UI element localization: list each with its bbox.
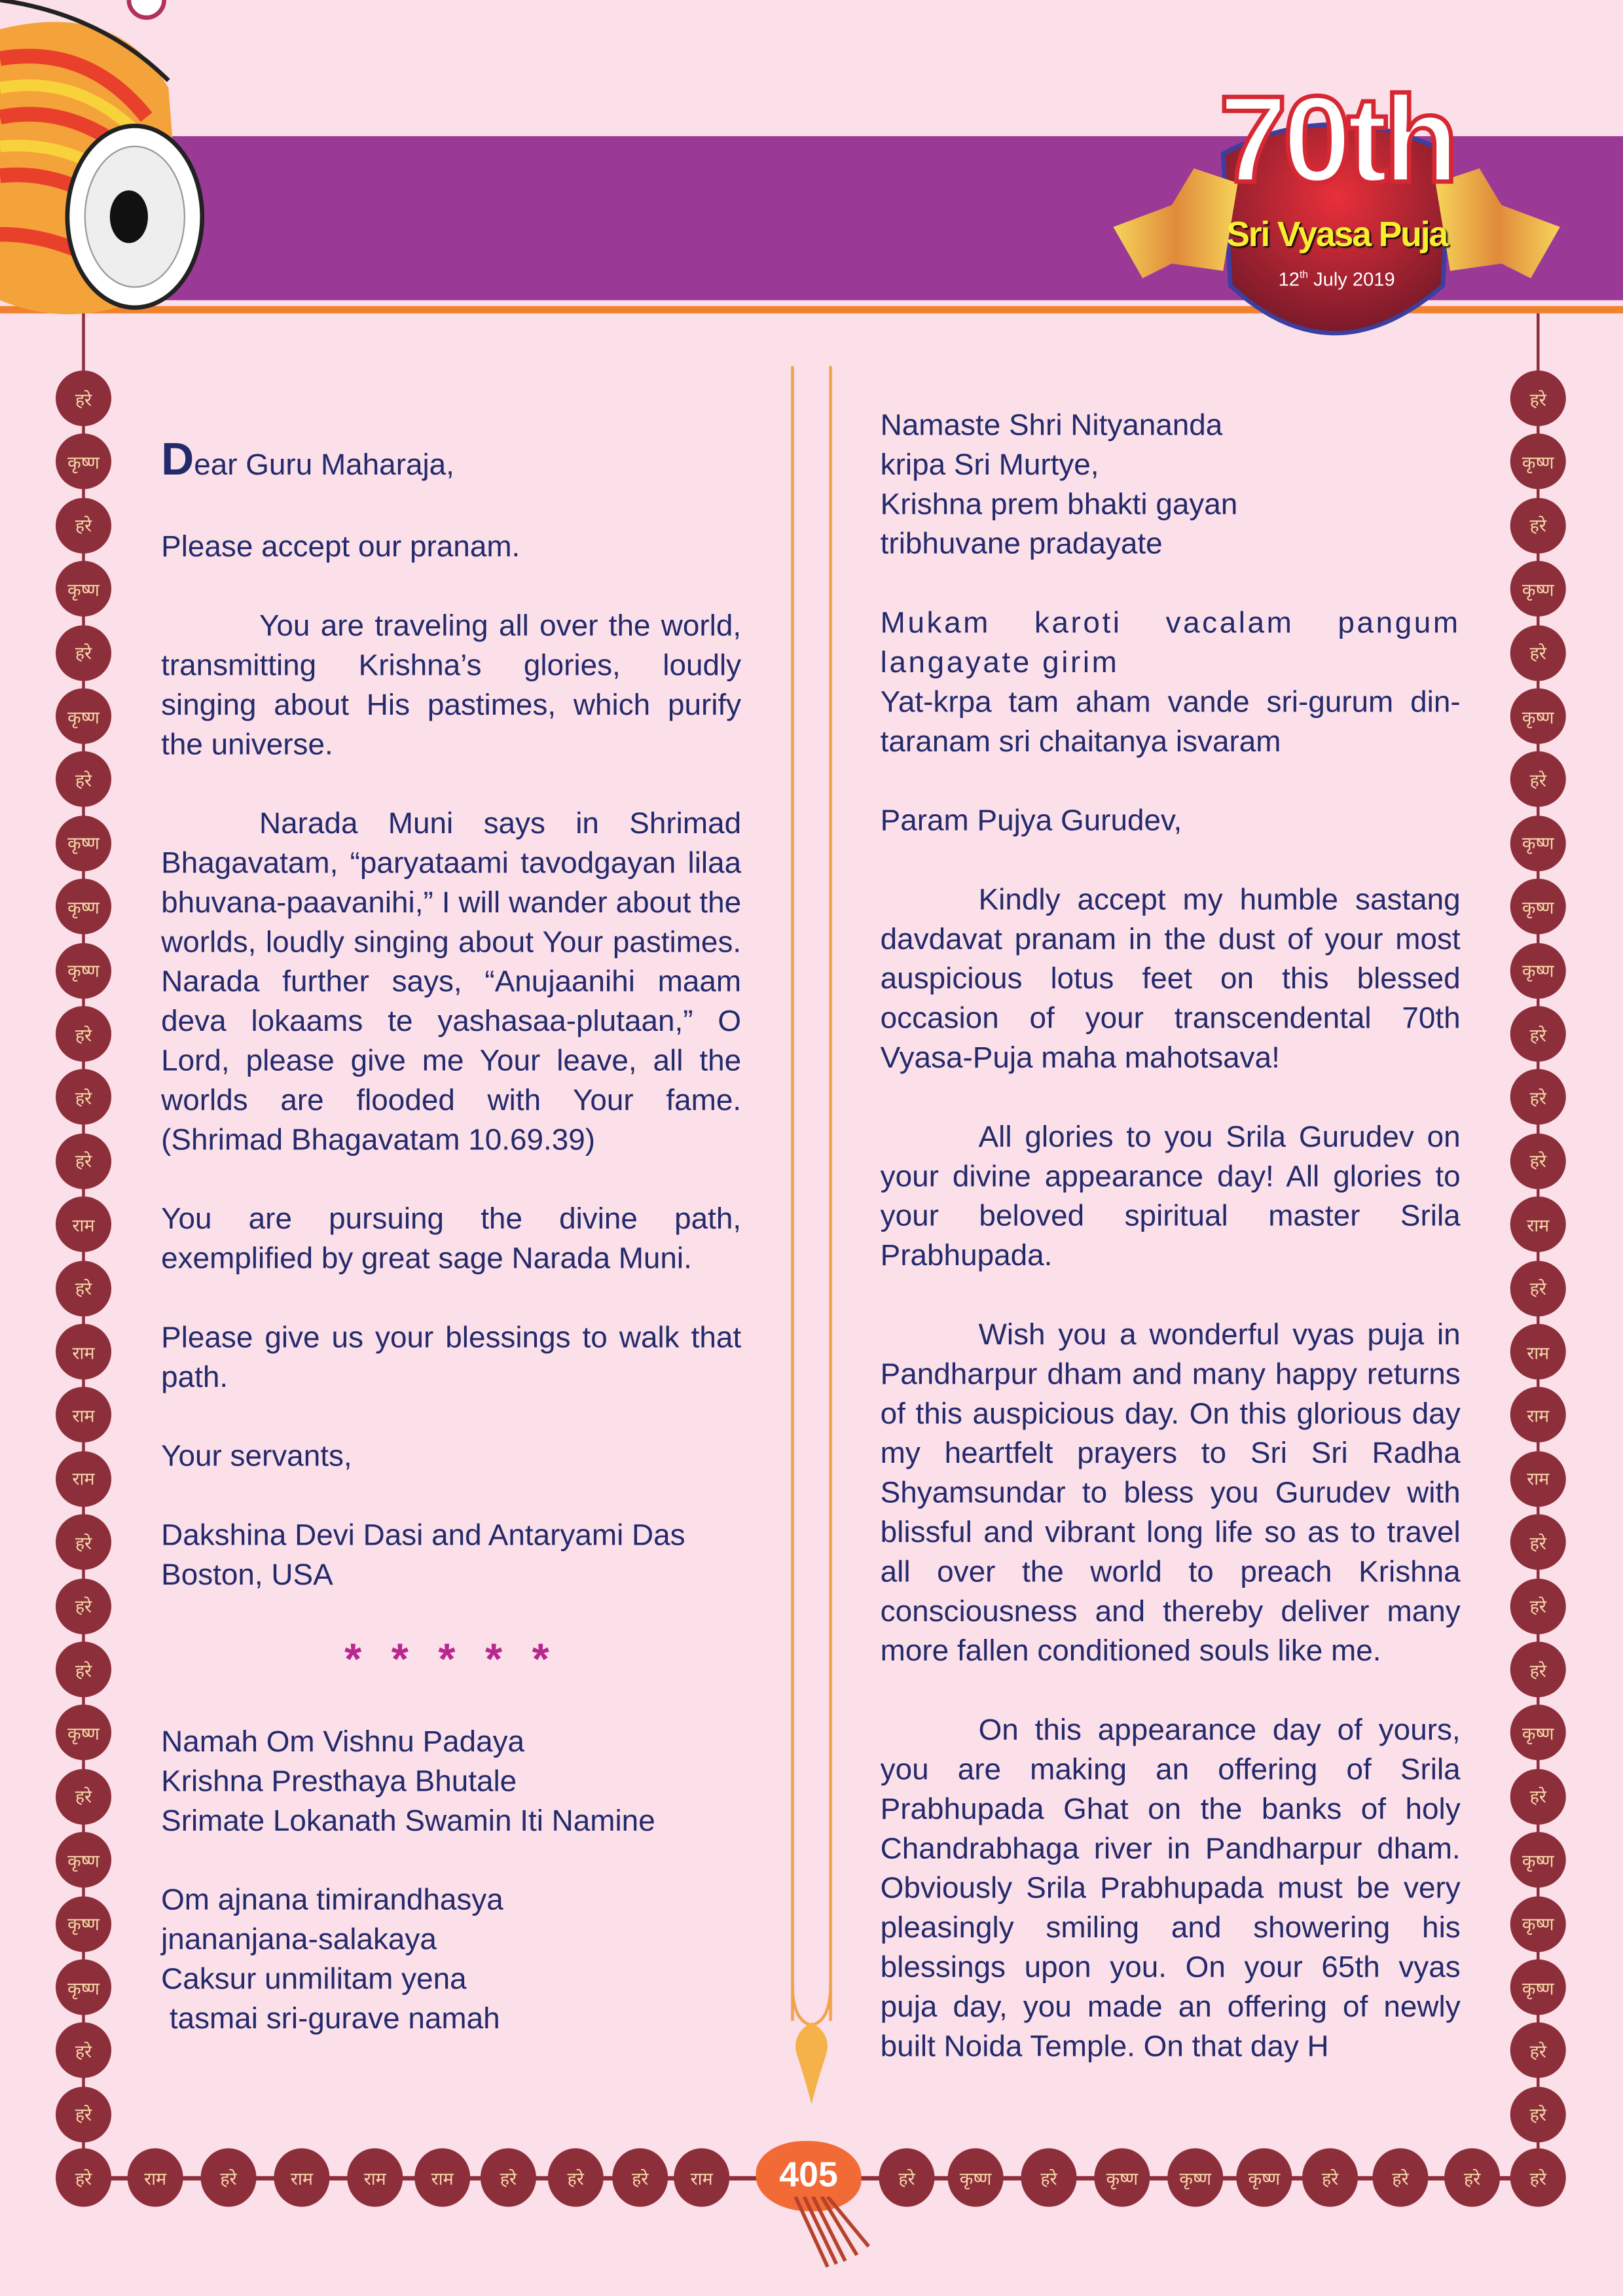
mantra-bead: कृष्ण bbox=[1510, 1960, 1566, 2015]
mantra-bead: कृष्ण bbox=[56, 689, 111, 744]
mantra-bead: हरे bbox=[56, 2148, 111, 2206]
verse-line: Krishna Presthaya Bhutale bbox=[161, 1765, 517, 1799]
mantra-bead: हरे bbox=[201, 2148, 257, 2206]
paragraph: Wish you a wonderful vyas puja in Pandharpur dham and many happy returns of this auspicious day. On this glorious day my heartfelt prayers to Sri Sri Radha Shyamsundar to bless you Gurudev with blissful and vibrant long life so as to travel all over the world to preach Krishna consciousness and thereby deliver many more fallen conditioned souls like me. bbox=[880, 1318, 1461, 1668]
mantra-bead: हरे bbox=[56, 1515, 111, 1570]
mantra-bead: हरे bbox=[612, 2148, 668, 2206]
tassel-icon bbox=[784, 2197, 886, 2270]
paragraph: Please accept our pranam. bbox=[161, 529, 520, 564]
mantra-bead: हरे bbox=[56, 1768, 111, 1824]
paragraph: You are traveling all over the world, transmitting Krishna’s glories, loudly singing about His pastimes, which purify the universe. bbox=[161, 609, 742, 762]
mridanga-drum-icon bbox=[0, 0, 234, 322]
mantra-bead: हरे bbox=[56, 1006, 111, 1062]
mantra-bead: हरे bbox=[56, 1260, 111, 1316]
mantra-bead: कृष्ण bbox=[56, 816, 111, 871]
mantra-bead: हरे bbox=[1510, 752, 1566, 808]
mantra-bead: हरे bbox=[1510, 1006, 1566, 1062]
verse bbox=[161, 1880, 741, 2039]
mantra-bead: हरे bbox=[1444, 2148, 1500, 2206]
badge-date bbox=[1113, 268, 1559, 290]
mantra-bead: कृष्ण bbox=[1510, 1896, 1566, 1952]
mantra-bead: हरे bbox=[1510, 1578, 1566, 1634]
mantra-bead: हरे bbox=[56, 752, 111, 808]
mantra-bead: राम bbox=[1510, 1388, 1566, 1443]
teardrop-ornament-icon bbox=[788, 1984, 835, 2109]
section-separator-stars: * * * * * bbox=[344, 1636, 558, 1685]
mantra-bead: कृष्ण bbox=[56, 1832, 111, 1888]
verse-line: Krishna prem bhakti gayan bbox=[880, 488, 1238, 522]
mantra-bead: कृष्ण bbox=[56, 942, 111, 998]
salutation: Param Pujya Gurudev, bbox=[880, 804, 1182, 838]
paragraph: All glories to you Srila Gurudev on your divine appearance day! All glories to your beloved spiritual master Srila Prabhupada. bbox=[880, 1120, 1461, 1273]
mantra-bead: कृष्ण bbox=[1510, 434, 1566, 490]
mantra-bead: हरे bbox=[56, 2023, 111, 2079]
verse-line: Caksur unmilitam yena bbox=[161, 1962, 467, 1996]
mantra-bead: हरे bbox=[879, 2148, 934, 2206]
mantra-bead: कृष्ण bbox=[56, 434, 111, 490]
page-number: 405 bbox=[756, 2141, 861, 2211]
mantra-bead: हरे bbox=[1510, 2148, 1566, 2206]
verse-line: tasmai sri-gurave namah bbox=[161, 2001, 500, 2036]
badge-date-suffix: th bbox=[1299, 270, 1309, 281]
mantra-bead: हरे bbox=[548, 2148, 604, 2206]
mantra-bead: हरे bbox=[56, 1578, 111, 1634]
mantra-bead: कृष्ण bbox=[56, 1705, 111, 1761]
paragraph: Kindly accept my humble sastang davdavat pranam in the dust of your most auspicious lotus feet on this blessed occasion of your transcendental 70th Vyasa-Puja maha mahotsava! bbox=[880, 883, 1461, 1075]
mantra-bead: हरे bbox=[1510, 1768, 1566, 1824]
mantra-bead: कृष्ण bbox=[56, 561, 111, 617]
mantra-bead: राम bbox=[128, 2148, 183, 2206]
paragraph: Narada Muni says in Shrimad Bhagavatam, “paryataami tavodgayan lilaa bhuvana-paavanihi,” I will wander about the worlds, loudly singing about Your pastimes. Narada further says, “Anujaanihi maam deva lokaams te yashasaa-plutaan,” O Lord, please give me Your leave, all the worlds are flooded with Your fame. (Shrimad Bhagavatam 10.69.39) bbox=[161, 806, 742, 1157]
mantra-bead: कृष्ण bbox=[948, 2148, 1004, 2206]
paragraph: Please give us your blessings to walk that path. bbox=[161, 1321, 742, 1395]
verse-line: Srimate Lokanath Swamin Iti Namine bbox=[161, 1804, 655, 1838]
mantra-bead: हरे bbox=[1510, 1515, 1566, 1570]
greeting-text: ear Guru Maharaja, bbox=[194, 448, 454, 482]
mantra-bead: राम bbox=[414, 2148, 470, 2206]
mantra-bead: हरे bbox=[1510, 2023, 1566, 2079]
mantra-bead: हरे bbox=[56, 624, 111, 680]
mantra-bead: कृष्ण bbox=[56, 1896, 111, 1952]
paragraph: Your servants, bbox=[161, 1439, 352, 1473]
badge-date-rest: July 2019 bbox=[1308, 268, 1395, 291]
mantra-bead: कृष्ण bbox=[1094, 2148, 1150, 2206]
mantra-bead: कृष्ण bbox=[1510, 942, 1566, 998]
mantra-bead: कृष्ण bbox=[56, 1960, 111, 2015]
mantra-bead: राम bbox=[56, 1196, 111, 1252]
badge-number: 70th bbox=[1218, 70, 1455, 208]
mantra-bead: कृष्ण bbox=[1510, 1705, 1566, 1761]
mantra-bead: हरे bbox=[1510, 1069, 1566, 1125]
mantra-bead: हरे bbox=[1510, 2087, 1566, 2142]
mantra-bead: हरे bbox=[56, 1133, 111, 1189]
mantra-bead: कृष्ण bbox=[1167, 2148, 1223, 2206]
verse-line: Namaste Shri Nityananda bbox=[880, 408, 1223, 442]
mantra-bead: हरे bbox=[1510, 1260, 1566, 1316]
mantra-bead: हरे bbox=[1510, 624, 1566, 680]
mantra-bead: राम bbox=[1510, 1451, 1566, 1507]
column-divider-right bbox=[829, 366, 831, 2020]
signature bbox=[161, 1516, 741, 1595]
mantra-bead: हरे bbox=[56, 1641, 111, 1697]
signature-names: Dakshina Devi Dasi and Antaryami Das bbox=[161, 1518, 685, 1552]
mantra-bead: कृष्ण bbox=[56, 879, 111, 935]
mantra-bead: राम bbox=[347, 2148, 403, 2206]
left-column bbox=[161, 433, 742, 2078]
paragraph: On this appearance day of yours, you are making an offering of Srila Prabhupada Ghat on the banks of holy Chandrabhaga river in Pandharpur dham. Obviously Srila Prabhupada must be very pleasingly smiling and showering his blessings upon you. On your 65th vyas puja day, you made an offering of newly built Noida Temple. On that day H bbox=[880, 1713, 1461, 2064]
mantra-bead: हरे bbox=[1510, 1641, 1566, 1697]
mantra-bead: हरे bbox=[1510, 1133, 1566, 1189]
mantra-bead: हरे bbox=[1510, 370, 1566, 426]
verse-line: Namah Om Vishnu Padaya bbox=[161, 1725, 525, 1759]
verse-line: tribhuvane pradayate bbox=[880, 527, 1163, 561]
mantra-bead: हरे bbox=[481, 2148, 536, 2206]
verse-justified: Yat-krpa tam aham vande sri-gurum din-taranam sri chaitanya isvaram bbox=[880, 685, 1461, 759]
mantra-bead: हरे bbox=[56, 497, 111, 553]
mantra-bead: कृष्ण bbox=[1510, 561, 1566, 617]
anniversary-badge bbox=[1113, 66, 1559, 359]
mantra-bead: कृष्ण bbox=[1510, 879, 1566, 935]
mantra-bead: राम bbox=[56, 1451, 111, 1507]
mantra-bead: कृष्ण bbox=[1236, 2148, 1292, 2206]
mantra-bead: हरे bbox=[56, 2087, 111, 2142]
verse-justified: Mukam karoti vacalam pangum langayate girim bbox=[880, 606, 1461, 680]
verse-line: kripa Sri Murtye, bbox=[880, 448, 1099, 482]
mantra-bead: कृष्ण bbox=[1510, 689, 1566, 744]
column-divider-left bbox=[791, 366, 793, 2020]
mantra-bead: हरे bbox=[56, 370, 111, 426]
mantra-bead: कृष्ण bbox=[1510, 1832, 1566, 1888]
verse bbox=[161, 1722, 741, 1840]
mantra-bead: हरे bbox=[1302, 2148, 1358, 2206]
verse-line: Om ajnana timirandhasya bbox=[161, 1883, 503, 1917]
paragraph: You are pursuing the divine path, exemplified by great sage Narada Muni. bbox=[161, 1202, 742, 1276]
greeting-dropcap: D bbox=[161, 433, 194, 485]
verse-line: jnananjana-salakaya bbox=[161, 1922, 437, 1957]
mantra-bead: राम bbox=[56, 1324, 111, 1380]
mantra-bead: हरे bbox=[1510, 497, 1566, 553]
verse bbox=[881, 406, 1461, 564]
mantra-bead: राम bbox=[1510, 1324, 1566, 1380]
mantra-bead: राम bbox=[56, 1388, 111, 1443]
mantra-bead: हरे bbox=[1021, 2148, 1076, 2206]
mantra-bead: हरे bbox=[56, 1069, 111, 1125]
mantra-bead: राम bbox=[1510, 1196, 1566, 1252]
mantra-bead: राम bbox=[674, 2148, 729, 2206]
mantra-bead: राम bbox=[274, 2148, 329, 2206]
mantra-bead: हरे bbox=[1372, 2148, 1428, 2206]
signature-location: Boston, USA bbox=[161, 1558, 333, 1592]
badge-date-day: 12 bbox=[1278, 268, 1300, 291]
mantra-bead: कृष्ण bbox=[1510, 816, 1566, 871]
right-column bbox=[881, 406, 1461, 2106]
greeting bbox=[161, 433, 741, 485]
badge-title: Sri Vyasa Puja bbox=[1226, 215, 1448, 255]
